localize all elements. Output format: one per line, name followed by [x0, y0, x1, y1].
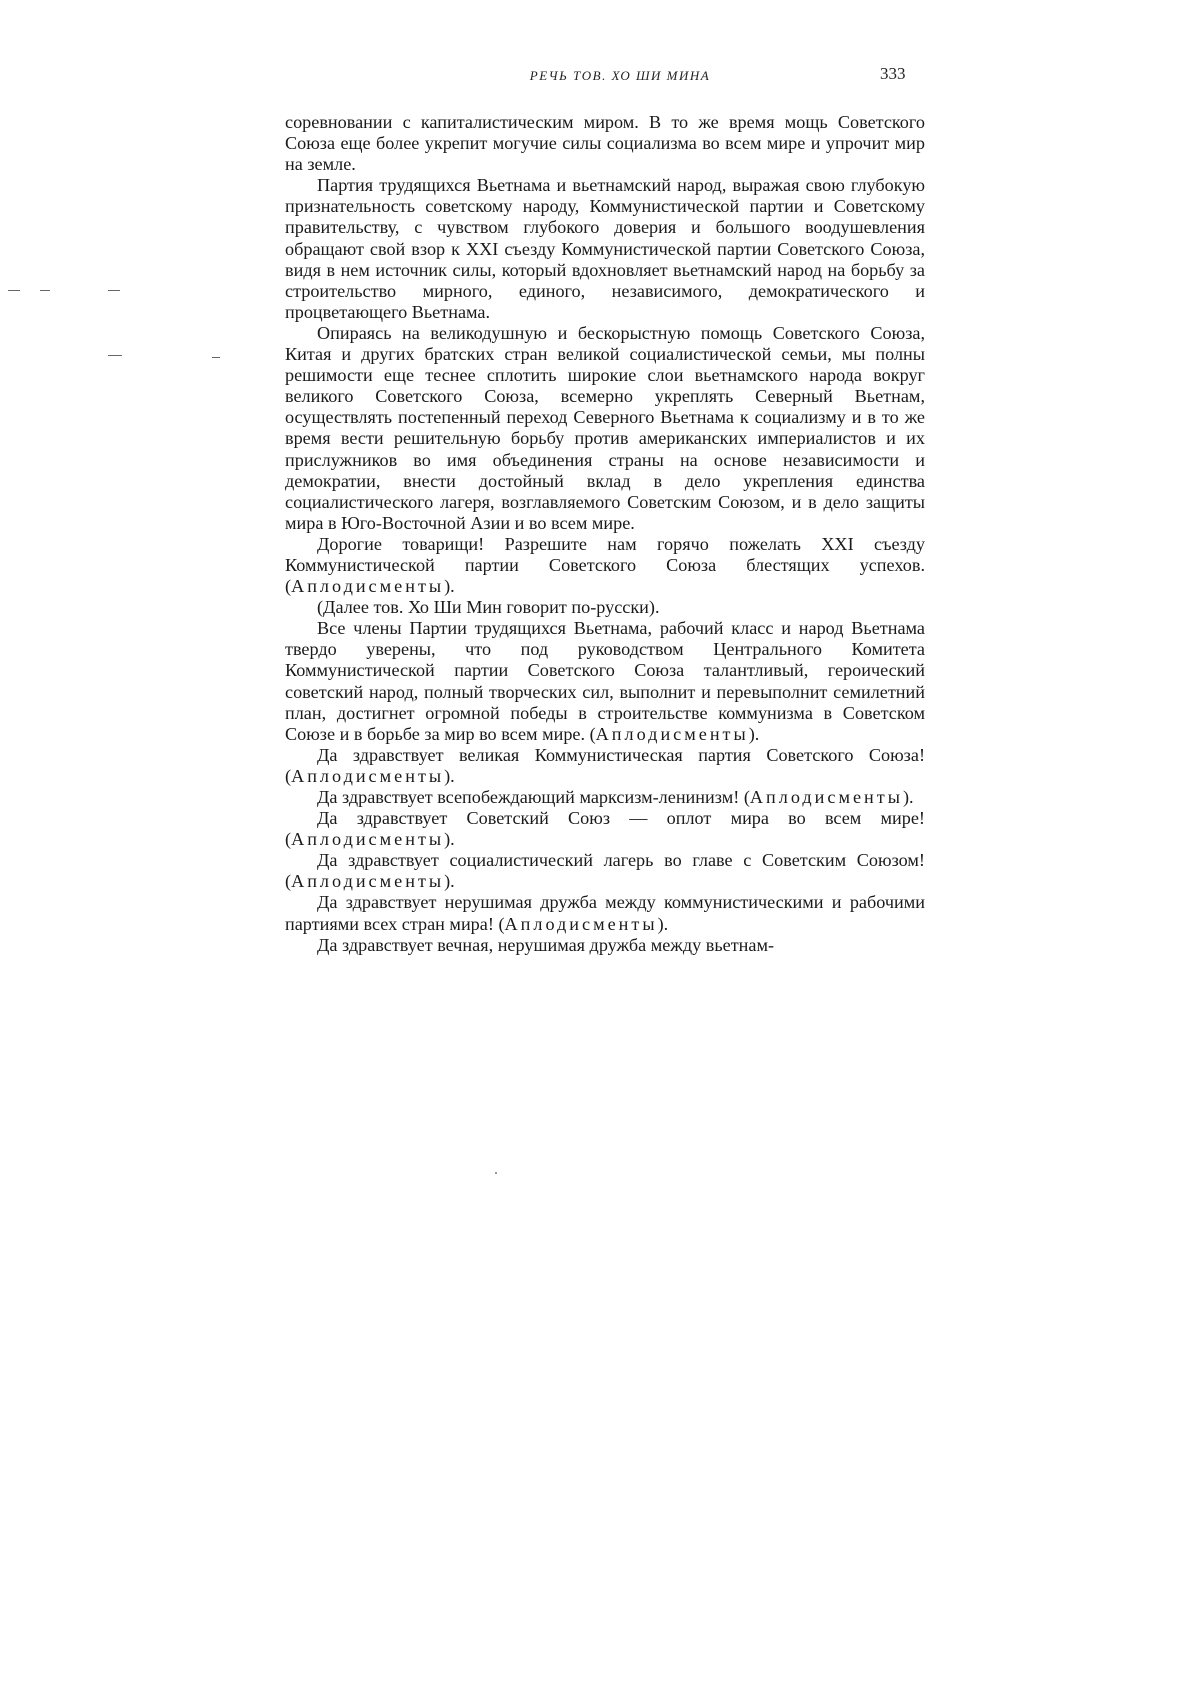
scan-speck [495, 1172, 497, 1174]
paragraph-8: Да здравствует всепобеждающий марксизм-ленинизм! (Аплодисменты). [317, 787, 914, 807]
paragraph-10-text: Да здравствует социалистический лагерь во главе с Советским Союзом! [317, 850, 925, 871]
margin-dash [40, 290, 50, 291]
paragraph-9-text: Да здравствует Советский Союз — оплот мира во всем мире! [317, 808, 925, 829]
margin-dash [108, 355, 122, 356]
paragraph-11: Да здравствует нерушимая дружба между коммунистическими и рабочими партиями всех стран мира! (Аплодисменты). [285, 892, 925, 934]
margin-dash [212, 357, 220, 358]
applause-note: Аплодисменты [291, 871, 445, 892]
margin-dash [108, 290, 120, 291]
paragraph-5: (Далее тов. Хо Ши Мин говорит по-русски). [317, 597, 660, 618]
paragraph-4: Дорогие товарищи! Разрешите нам горячо пожелать XXI съезду Коммунистической партии Советского Союза блестящих успехов. (Аплодисменты). [285, 533, 925, 597]
paragraph-6: Все члены Партии трудящихся Вьетнама, рабочий класс и народ Вьетнама твердо уверены, что под руководством Центрального Комитета Коммунистической партии Советского Союза талантливый, героический советский народ, полный творческих сил, выполнит и перевыполнит семилетний план, достигнет огромной победы в строительстве коммунизма в Советском Союзе и в борьбе за мир во всем мире. (Аплодисменты). [285, 618, 925, 744]
paragraph-4-text: Дорогие товарищи! Разрешите нам горячо пожелать XXI съезду Коммунистической партии Советского Союза блестящих успехов. [285, 533, 925, 575]
paragraph-7-text: Да здравствует великая Коммунистическая партия Советского Союза! [317, 744, 925, 765]
page-number: 333 [880, 64, 906, 83]
paragraph-9: Да здравствует Советский Союз — оплот мира во всем мире! (Аплодисменты). [285, 808, 925, 850]
applause-note: Аплодисменты [291, 765, 445, 786]
paragraph-3: Опираясь на великодушную и бескорыстную помощь Советского Союза, Китая и других братских стран великой социалистической семьи, мы полны решимости еще теснее сплотить широкие слои вьетнамского народа вокруг великого Советского Союза, всемерно укреплять Северный Вьетнам, осуществлять постепенный переход Северного Вьетнама к социализму и в то же время вести решительную борьбу против американских империалистов и их прислужников во имя объединения страны на основе независимости и демократии, внести достойный вклад в дело укрепления единства социалистического лагеря, возглавляемого Советским Союзом, и в дело защиты мира в Юго-Восточной Азии и во всем мире. [285, 322, 925, 533]
applause-note: Аплодисменты [504, 913, 658, 934]
paragraph-12: Да здравствует вечная, нерушимая дружба между вьетнам- [317, 934, 775, 955]
paragraph-7: Да здравствует великая Коммунистическая партия Советского Союза! (Аплодисменты). [285, 744, 925, 786]
applause-note: Аплодисменты [291, 829, 445, 850]
paragraph-6-text: Все члены Партии трудящихся Вьетнама, рабочий класс и народ Вьетнама твердо уверены, что под руководством Центрального Комитета Коммунистической партии Советского Союза талантливый, героический советский народ, полный творческих сил, выполнит и перевыполнит семилетний план, достигнет огромной победы в строительстве коммунизма в Советском Союзе и в борьбе за мир во всем мире. [285, 618, 925, 744]
paragraph-8-text: Да здравствует всепобеждающий марксизм-ленинизм! [317, 787, 740, 807]
paragraph-2: Партия трудящихся Вьетнама и вьетнамский народ, выражая свою глубокую признательность советскому народу, Коммунистической партии и Советскому правительству, с чувством глубокого доверия и большого воодушевления обращают свой взор к XXI съезду Коммунистической партии Советского Союза, видя в нем источник силы, который вдохновляет вьетнамский народ на борьбу за строительство мирного, единого, независимого, демократического и процветающего Вьетнама. [285, 175, 925, 322]
paragraph-1: соревновании с капиталистическим миром. В то же время мощь Советского Союза еще более укрепит могучие силы социализма во всем мире и упрочит мир на земле. [285, 112, 925, 175]
margin-dash [8, 290, 20, 291]
applause-note: Аплодисменты [749, 787, 903, 807]
paragraph-11-text: Да здравствует нерушимая дружба между коммунистическими и рабочими партиями всех стран мира! [285, 892, 925, 934]
paragraph-10: Да здравствует социалистический лагерь во главе с Советским Союзом! (Аплодисменты). [285, 850, 925, 892]
applause-note: Аплодисменты [291, 576, 445, 597]
speech-text [285, 112, 925, 956]
running-title: РЕЧЬ ТОВ. ХО ШИ МИНА [529, 68, 711, 83]
applause-note: Аплодисменты [595, 723, 749, 744]
